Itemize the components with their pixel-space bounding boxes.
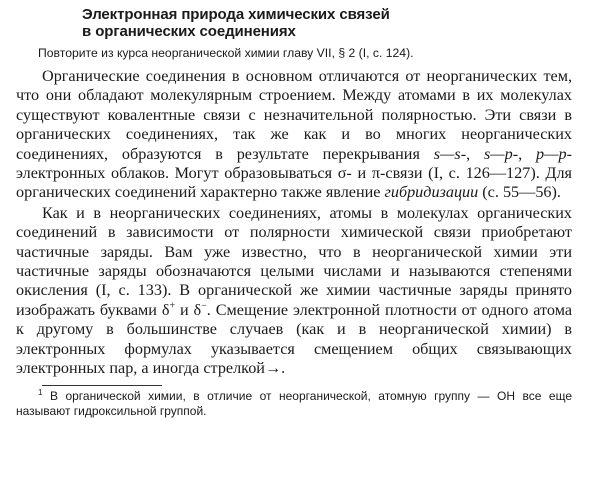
footnote (16, 389, 572, 419)
footnote-marker: 1 (38, 387, 43, 397)
delta-plus-superscript: + (169, 300, 176, 312)
paragraph-covalent-bonds (16, 67, 572, 203)
section-heading (82, 6, 572, 40)
orbital-overlap-p-p: p—p- (536, 144, 573, 163)
section-heading-line-1: Электронная природа химических связей (82, 6, 390, 23)
orbital-overlap-s-s: s—s- (433, 144, 467, 163)
review-reference-note: Повторите из курса неорганической химии главу VII, § 2 (I, с. 124). (38, 46, 414, 60)
paragraph-1-text-c: (с. 55—56). (478, 183, 561, 202)
term-hybridization: гибридизации (384, 183, 479, 202)
paragraph-2-text-b: . Смещение электронной плотности от одного атома к другому в большинстве случаев (как и в неорганической химии) в электронных формулах указывается смещением общих связывающих электронных пар, а иногда стрелкой→. (16, 300, 573, 378)
footnote-text: В органической химии, в отличие от неорганической, атомную группу — ОН все еще называют гидроксильной группой. (16, 388, 572, 418)
orbital-overlap-s-p: s—p- (483, 144, 519, 163)
section-heading-line-2: в органических соединениях (82, 23, 296, 40)
footnote-divider (42, 385, 162, 386)
paragraph-2-text-a: Как и в неорганических соединениях, атомы в молекулах органических соединений в зависимости от полярности химической связи приобретают частичные заряды. Вам уже известно, что в неорганической химии эти частичные заряды обозначаются целыми числами и называются степенями окисления (I, с. 133). В органической же химии частичные заряды принято изображать буквами δ (16, 203, 572, 319)
paragraph-1-text-a: Органические соединения в основном отличаются от неорганических тем, что они обладают молекулярным строением. Между атомами в их молекулах существуют ковалентные связи с незначительной полярностью. Эти связи в органических соединениях, так же как и во многих неорганических соединениях, образуются в результате перекрывания (16, 67, 572, 163)
paragraph-partial-charges (16, 204, 572, 379)
paragraph-1-separator-1: , (466, 144, 484, 163)
paragraph-2-conjunction: и δ (175, 300, 202, 319)
delta-minus-superscript: − (201, 300, 207, 312)
paragraph-1-text-b: электронных облаков. Могут образовываться σ- и π-связи (I, с. 126—127). Для органических соединений характерно также явление (16, 164, 572, 202)
paragraph-1-separator-2: , (518, 144, 537, 163)
